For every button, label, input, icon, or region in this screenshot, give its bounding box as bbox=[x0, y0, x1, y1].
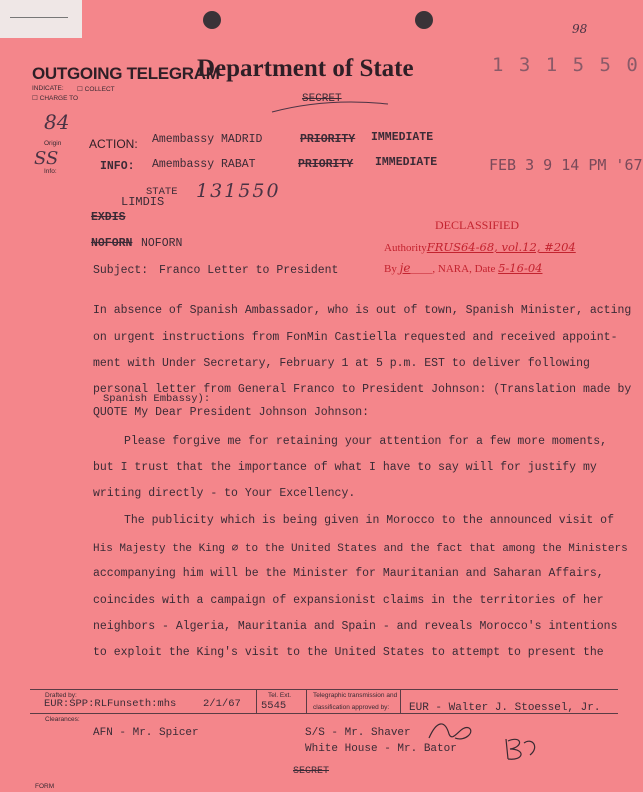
corner-number: 98 bbox=[572, 22, 588, 36]
body-line: coincides with a campaign of expansionist claims in the territories of her bbox=[93, 594, 604, 607]
form-label: FORM bbox=[35, 783, 55, 790]
punch-hole-right bbox=[415, 11, 433, 29]
body-line: His Majesty the King ∅ to the United States and the fact that among the Ministers bbox=[93, 543, 628, 555]
origin-label: Origin bbox=[44, 140, 62, 147]
date-value: 5-16-04 bbox=[498, 261, 543, 275]
clearance-afn: AFN - Mr. Spicer bbox=[93, 727, 199, 739]
approval-label-2: classification approved by: bbox=[313, 704, 390, 711]
info-post: Amembassy RABAT bbox=[152, 158, 256, 171]
department-title: Department of State bbox=[197, 55, 414, 82]
body-line: Please forgive me for retaining your attention for a few more moments, bbox=[124, 435, 608, 448]
initials-scribble-1 bbox=[425, 716, 480, 746]
footer-divider-2 bbox=[306, 689, 307, 713]
charge-checkbox: ☐ CHARGE TO bbox=[32, 95, 79, 102]
secret-top: SECRET bbox=[302, 93, 342, 105]
footer-divider-1 bbox=[256, 689, 257, 713]
origin-hand: 84 bbox=[44, 110, 70, 134]
approval-label-1: Telegraphic transmission and bbox=[313, 692, 398, 699]
body-line: writing directly - to Your Excellency. bbox=[93, 487, 356, 500]
body-line: neighbors - Algeria, Mauritania and Spain - and reveals Morocco's intentions bbox=[93, 620, 618, 633]
info-field-label: INFO: bbox=[100, 160, 135, 173]
drafted-label: Drafted by: bbox=[45, 692, 77, 699]
noforn: NOFORN bbox=[141, 237, 183, 250]
date-stamp: FEB 3 9 14 PM '67 bbox=[489, 156, 643, 174]
insert-line: Spanish Embassy): bbox=[103, 393, 211, 405]
info-priority-struck: PRIORITY bbox=[298, 158, 354, 171]
by-value: je bbox=[399, 261, 411, 275]
action-priority: IMMEDIATE bbox=[371, 131, 434, 144]
punch-hole-left bbox=[203, 11, 221, 29]
body-line: on urgent instructions from FonMin Castiella requested and received appoint- bbox=[93, 331, 618, 344]
body-line: The publicity which is being given in Morocco to the announced visit of bbox=[124, 514, 614, 527]
drafted-date: 2/1/67 bbox=[203, 698, 241, 710]
initials-scribble-2 bbox=[500, 733, 545, 763]
quote-line: QUOTE My Dear President Johnson Johnson: bbox=[93, 406, 370, 419]
collect-checkbox: ☐ COLLECT bbox=[77, 86, 115, 93]
authority-label: Authority bbox=[384, 242, 427, 254]
body-line: In absence of Spanish Ambassador, who is out of town, Spanish Minister, acting bbox=[93, 304, 632, 317]
body-line: personal letter from General Franco to President Johnson: (Translation made by bbox=[93, 383, 632, 396]
clearance-ss: S/S - Mr. Shaver bbox=[305, 727, 411, 739]
authority-line bbox=[384, 240, 576, 254]
indicate-label: INDICATE: bbox=[32, 85, 64, 92]
state-label: STATE bbox=[146, 186, 178, 198]
by-label: By bbox=[384, 263, 397, 275]
collect-label: COLLECT bbox=[84, 86, 115, 93]
info-priority: IMMEDIATE bbox=[375, 156, 438, 169]
authority-value: FRUS64-68, vol.12, #204 bbox=[426, 240, 576, 254]
nara-label: , NARA, Date bbox=[432, 263, 496, 275]
body-line: accompanying him will be the Minister for Mauritanian and Saharan Affairs, bbox=[93, 567, 604, 580]
action-priority-struck: PRIORITY bbox=[300, 133, 356, 146]
info-small-label: Info: bbox=[44, 168, 57, 175]
secret-bottom: SECRET bbox=[293, 766, 330, 777]
charge-to-label: CHARGE TO bbox=[39, 95, 79, 102]
subject-label: Subject: bbox=[93, 264, 149, 277]
action-label: ACTION: bbox=[89, 137, 138, 151]
footer-rule-top bbox=[30, 689, 618, 690]
drafted-value: EUR:SPP:RLFunseth:mhs bbox=[44, 698, 177, 710]
exdis-struck: EXDIS bbox=[91, 211, 126, 224]
approved-value: EUR - Walter J. Stoessel, Jr. bbox=[409, 702, 601, 714]
by-line: By je____, NARA, Date 5-16-04 bbox=[384, 261, 543, 275]
secret-underline-scribble bbox=[270, 96, 390, 116]
body-line: but I trust that the importance of what I have to say will for justify my bbox=[93, 461, 597, 474]
tel-label: Tel. Ext. bbox=[268, 692, 292, 699]
serial-stamp: 1 3 1 5 5 0 bbox=[492, 54, 640, 76]
clearance-whitehouse: White House - Mr. Bator bbox=[305, 743, 457, 755]
noforn-struck: NOFORN bbox=[91, 237, 133, 250]
state-number: 131550 bbox=[196, 180, 281, 202]
body-line: ment with Under Secretary, February 1 at 5 p.m. EST to deliver following bbox=[93, 357, 590, 370]
info-hand: SS bbox=[34, 148, 59, 169]
corner-stub bbox=[0, 0, 82, 38]
body-line: to exploit the King's visit to the United States to attempt to present the bbox=[93, 646, 604, 659]
subject-text: Franco Letter to President bbox=[159, 264, 339, 277]
outgoing-telegram-title: OUTGOING TELEGRAM bbox=[32, 64, 220, 83]
clearances-label: Clearances: bbox=[45, 716, 80, 723]
limdis: LIMDIS bbox=[121, 195, 165, 209]
tel-value: 5545 bbox=[261, 700, 287, 712]
footer-divider-3 bbox=[400, 689, 401, 713]
declassified-title: DECLASSIFIED bbox=[435, 218, 520, 232]
action-post: Amembassy MADRID bbox=[152, 133, 263, 146]
